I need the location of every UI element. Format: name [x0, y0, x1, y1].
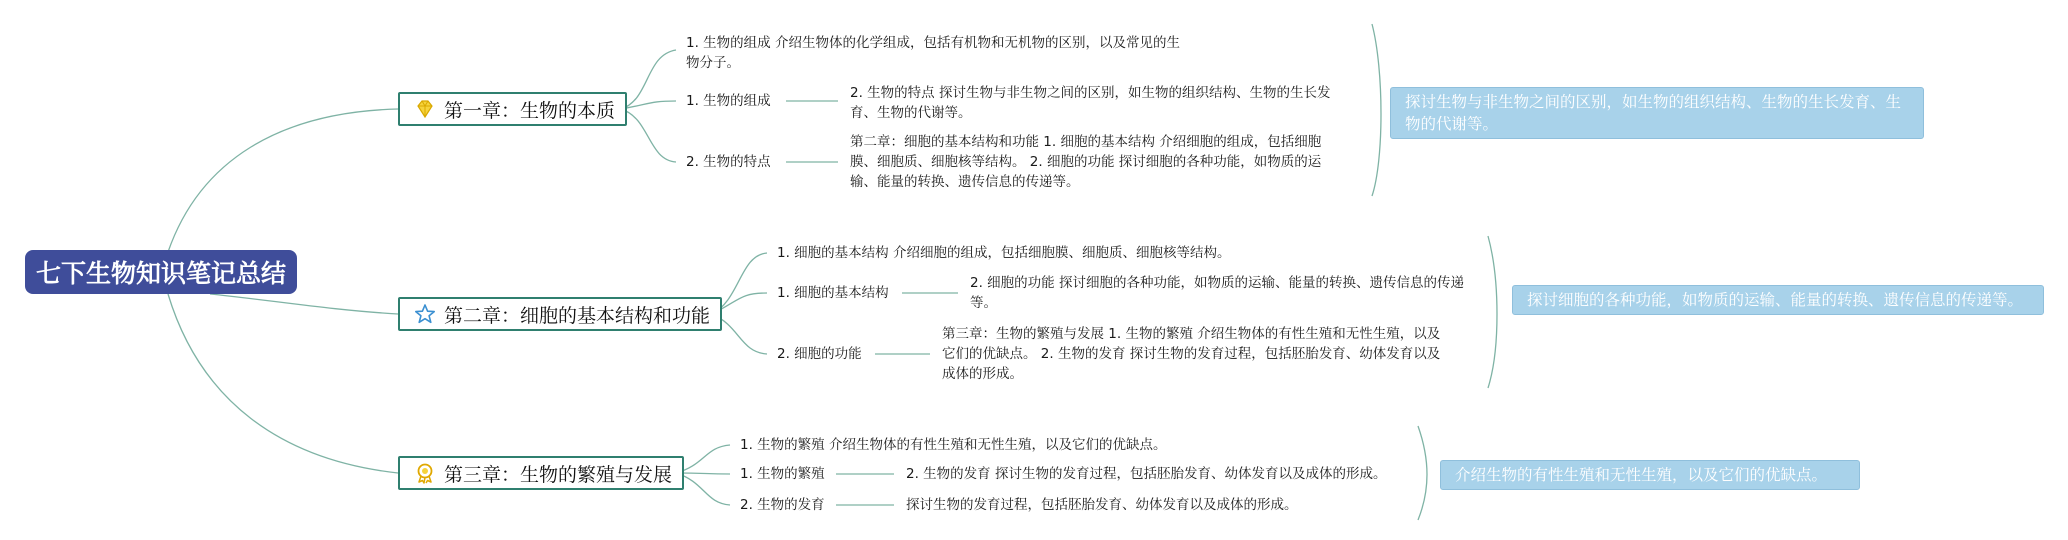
brace-ch1-summary [1372, 24, 1381, 196]
award-icon [414, 462, 436, 484]
chapter-1-item-2-detail[interactable]: 2. 生物的特点 探讨生物与非生物之间的区别，如生物的组织结构、生物的生长发育、生物的代谢等。 [850, 85, 1331, 121]
chapter-1-node[interactable] [398, 92, 627, 126]
chapter-1-item-3-detail[interactable]: 第二章：细胞的基本结构和功能 1. 细胞的基本结构 介绍细胞的组成，包括细胞膜、细胞质、细胞核等结构。 2. 细胞的功能 探讨细胞的各种功能，如物质的运输、能量的转换、遗传信息的传递等。 [850, 134, 1322, 190]
chapter-2-item-1[interactable]: 1. 细胞的基本结构 介绍细胞的组成，包括细胞膜、细胞质、细胞核等结构。 [777, 245, 1231, 261]
chapter-2-item-2[interactable]: 1. 细胞的基本结构 [777, 285, 889, 301]
link-ch1-item-3 [621, 109, 676, 162]
chapter-3-title: 第三章：生物的繁殖与发展 [444, 463, 673, 486]
chapter-1-item-3[interactable]: 2. 生物的特点 [686, 154, 771, 170]
chapter-1-item-2[interactable]: 1. 生物的组成 [686, 93, 771, 109]
chapter-3-summary[interactable]: 介绍生物的有性生殖和无性生殖，以及它们的优缺点。 [1440, 460, 1860, 490]
chapter-2-item-2-detail[interactable]: 2. 细胞的功能 探讨细胞的各种功能，如物质的运输、能量的转换、遗传信息的传递等。 [970, 275, 1464, 311]
brace-ch2-summary [1488, 236, 1497, 388]
chapter-2-item-3[interactable]: 2. 细胞的功能 [777, 346, 862, 362]
brace-ch3-summary [1418, 426, 1427, 520]
chapter-2-item-3-detail[interactable]: 第三章：生物的繁殖与发展 1. 生物的繁殖 介绍生物体的有性生殖和无性生殖，以及它们的优缺点。 2. 生物的发育 探讨生物的发育过程，包括胚胎发育、幼体发育以及成体的形成。 [942, 326, 1441, 382]
link-ch1-item-1 [621, 50, 676, 109]
chapter-1-item-1[interactable]: 1. 生物的组成 介绍生物体的化学组成，包括有机物和无机物的区别，以及常见的生物分子。 [686, 35, 1180, 71]
chapter-3-item-3-detail[interactable]: 探讨生物的发育过程，包括胚胎发育、幼体发育以及成体的形成。 [906, 497, 1298, 513]
link-root-chapter-2 [210, 294, 398, 314]
star-icon [414, 303, 436, 325]
chapter-3-item-3[interactable]: 2. 生物的发育 [740, 497, 825, 513]
chapter-1-title: 第一章：生物的本质 [444, 99, 616, 122]
link-ch3-item-3 [676, 473, 730, 505]
root-topic[interactable]: 七下生物知识笔记总结 [25, 250, 297, 294]
chapter-3-item-1[interactable]: 1. 生物的繁殖 介绍生物体的有性生殖和无性生殖，以及它们的优缺点。 [740, 437, 1167, 453]
link-ch3-item-1 [676, 445, 730, 473]
chapter-3-item-2-detail[interactable]: 2. 生物的发育 探讨生物的发育过程，包括胚胎发育、幼体发育以及成体的形成。 [906, 466, 1387, 482]
chapter-3-node[interactable] [398, 456, 684, 490]
chapter-3-item-2[interactable]: 1. 生物的繁殖 [740, 466, 825, 482]
link-root-chapter-1 [168, 109, 398, 252]
chapter-1-summary[interactable]: 探讨生物与非生物之间的区别，如生物的组织结构、生物的生长发育、生物的代谢等。 [1390, 87, 1924, 139]
chapter-2-title: 第二章：细胞的基本结构和功能 [444, 304, 711, 327]
link-root-chapter-3 [168, 294, 398, 473]
diamond-icon [414, 98, 436, 120]
link-ch3-item-2 [676, 473, 730, 474]
chapter-2-node[interactable] [398, 297, 722, 331]
chapter-2-summary[interactable]: 探讨细胞的各种功能，如物质的运输、能量的转换、遗传信息的传递等。 [1512, 285, 2044, 315]
